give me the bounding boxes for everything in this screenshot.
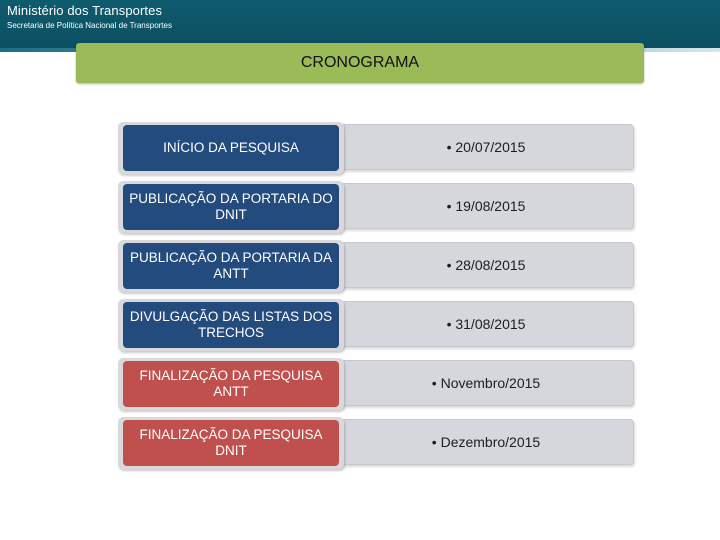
label-box <box>118 358 344 410</box>
date-text: • 19/08/2015 <box>446 198 526 214</box>
milestone-label: FINALIZAÇÃO DA PESQUISA DNIT <box>123 420 339 466</box>
milestone-label: INÍCIO DA PESQUISA <box>123 125 339 171</box>
date-box <box>338 242 634 288</box>
timeline-row <box>118 122 632 176</box>
cronograma-title: CRONOGRAMA <box>300 54 420 71</box>
label-box <box>118 299 344 351</box>
date-box <box>338 183 634 229</box>
milestone-label: DIVULGAÇÃO DAS LISTAS DOS TRECHOS <box>123 302 339 348</box>
cronograma-banner <box>76 43 644 83</box>
date-text: • 28/08/2015 <box>446 257 526 273</box>
label-box <box>118 181 344 233</box>
date-box <box>338 360 634 406</box>
label-box <box>118 417 344 469</box>
label-box <box>118 240 344 292</box>
timeline-row <box>118 299 632 353</box>
date-text: • 31/08/2015 <box>446 316 526 332</box>
timeline-row <box>118 240 632 294</box>
timeline-row <box>118 417 632 471</box>
milestone-label: PUBLICAÇÃO DA PORTARIA DO DNIT <box>123 184 339 230</box>
milestone-label: PUBLICAÇÃO DA PORTARIA DA ANTT <box>123 243 339 289</box>
date-text: • 20/07/2015 <box>446 139 526 155</box>
label-box <box>118 122 344 174</box>
date-text: • Novembro/2015 <box>431 375 541 391</box>
timeline-row <box>118 181 632 235</box>
ministry-title: Ministério dos Transportes <box>7 3 163 18</box>
milestone-label: FINALIZAÇÃO DA PESQUISA ANTT <box>123 361 339 407</box>
secretariat-subtitle: Secretaria de Política Nacional de Transportes <box>7 21 172 30</box>
date-text: • Dezembro/2015 <box>431 434 541 450</box>
date-box <box>338 124 634 170</box>
timeline-row <box>118 358 632 412</box>
date-box <box>338 419 634 465</box>
date-box <box>338 301 634 347</box>
header-bar <box>0 0 720 48</box>
